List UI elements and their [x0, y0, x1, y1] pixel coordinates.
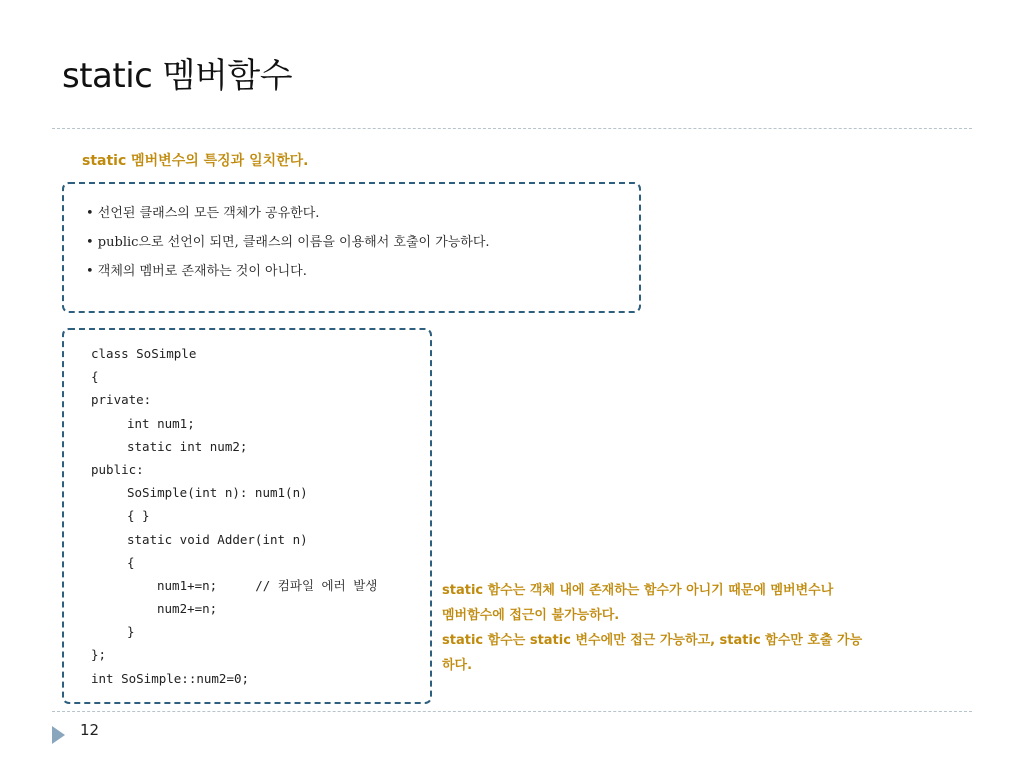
- code-statement: num1+=n;: [157, 577, 218, 593]
- top-divider: [52, 128, 972, 129]
- code-line: { }: [127, 508, 150, 524]
- code-comment: // 컴파일 에러 발생: [255, 577, 378, 593]
- explanation-line: static 함수는 객체 내에 존재하는 함수가 아니기 때문에 멤버변수나: [442, 583, 834, 598]
- explanation-line: 멤버함수에 접근이 불가능하다.: [442, 608, 620, 623]
- code-line: {: [127, 554, 135, 570]
- code-line: private:: [91, 392, 152, 408]
- code-line: {: [91, 369, 99, 385]
- code-line: class SoSimple: [91, 346, 197, 361]
- code-line: SoSimple(int n): num1(n): [127, 485, 308, 501]
- property-item: • 객체의 멤버로 존재하는 것이 아니다.: [86, 264, 307, 279]
- play-arrow-icon: [52, 726, 65, 744]
- code-box: [62, 328, 432, 704]
- code-line: static void Adder(int n): [127, 531, 308, 547]
- code-line: public:: [91, 461, 144, 477]
- code-line: }: [127, 624, 135, 640]
- slide-subtitle: static 멤버변수의 특징과 일치한다.: [82, 153, 309, 169]
- properties-box: [62, 182, 641, 313]
- explanation-line: static 함수는 static 변수에만 접근 가능하고, static 함수만 호출 가능: [442, 633, 863, 648]
- code-line: static int num2;: [127, 438, 248, 454]
- code-line: };: [91, 647, 107, 663]
- page-number: 12: [80, 721, 100, 739]
- code-line: int num1;: [127, 415, 195, 431]
- explanation-line: 하다.: [442, 658, 473, 673]
- slide-title: static 멤버함수: [62, 56, 293, 96]
- code-line: [91, 574, 430, 597]
- code-line: num2+=n;: [157, 601, 218, 617]
- code-line: int SoSimple::num2=0;: [91, 670, 250, 686]
- property-item: • 선언된 클래스의 모든 객체가 공유한다.: [86, 206, 320, 221]
- property-item: • public으로 선언이 되면, 클래스의 이름을 이용해서 호출이 가능하다.: [86, 235, 490, 250]
- bottom-divider: [52, 711, 972, 712]
- explanation-text: [442, 578, 982, 678]
